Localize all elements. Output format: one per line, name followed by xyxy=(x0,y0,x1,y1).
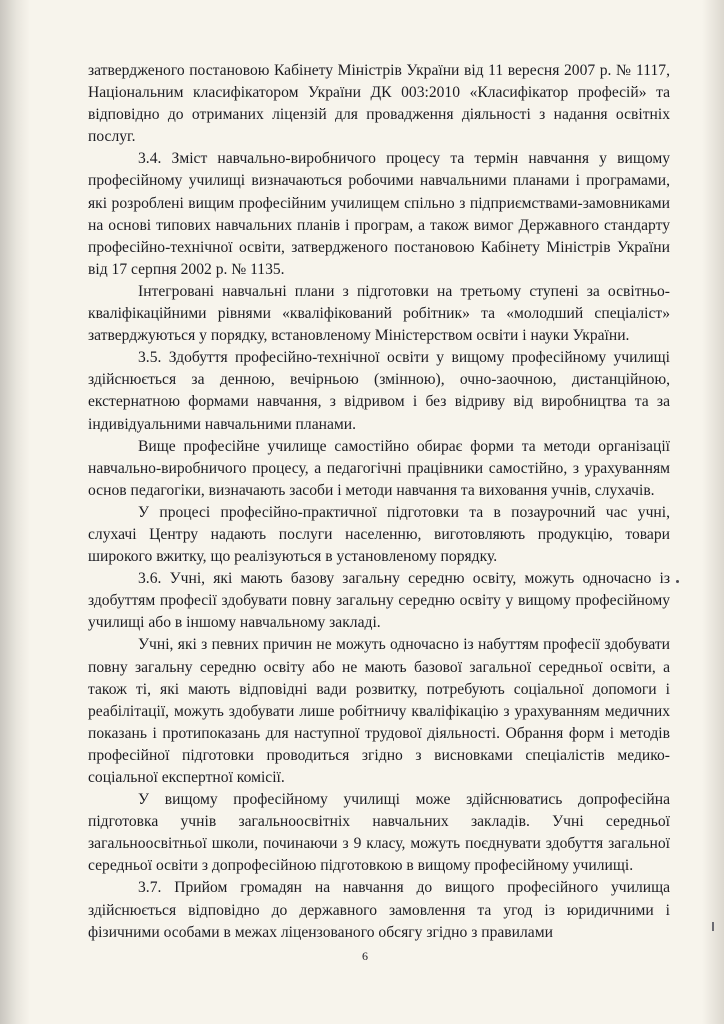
paragraph-continuation: затвердженого постановою Кабінету Міністрів України від 11 вересня 2007 р. № 1117, Національним класифікатором України ДК 003:2010 «Класифікатор професій» та відповідно до отриманих ліцензій для провадження діяльності з надання освітніх послуг. xyxy=(88,62,670,146)
paragraph-practical-training: У процесі професійно-практичної підготовки та в позаурочний час учні, слухачі Центру надають послуги населенню, виготовляють продукцію, товари широкого вжитку, що реалізуються в установленому порядку. xyxy=(88,503,670,566)
paragraph-3-6: 3.6. Учні, які мають базову загальну середню освіту, можуть одночасно із здобуттям професії здобувати повну загальну середню освіту у вищому професійному училищі або в іншому навчальному закладі. xyxy=(88,570,670,632)
page-number: 6 xyxy=(362,949,368,963)
page-edge-shadow xyxy=(702,0,724,1024)
page-binding-shadow xyxy=(0,0,30,1024)
margin-tick-mark xyxy=(712,922,714,931)
paragraph-preprofessional: У вищому професійному училищі може здійснюватись допрофесійна підготовка учнів загальноосвітніх навчальних закладів. Учні середньої загальноосвітньої школи, починаючи з 9 класу, можуть поєднувати здобуття загальної середньої освіти з допрофесійною підготовкою в вищому професійному училищі. xyxy=(88,791,670,875)
paragraph-3-4: 3.4. Зміст навчально-виробничого процесу та термін навчання у вищому професійному училищі визначаються робочими навчальними планами і програмами, які розроблені вищим професійним училищем спільно з підприємствами-замовниками на основі типових навчальних планів і програм, а також вимог Державного стандарту професійно-технічної освіти, затвердженого постановою Кабінету Міністрів України від 17 серпня 2002 р. № 1135. xyxy=(88,150,670,278)
paragraph-special-needs: Учні, які з певних причин не можуть одночасно із набуттям професії здобувати повну загальну середню освіту або не мають базової загальної середньої освіти, а також ті, які мають відповідні вади розвитку, потребують соціальної допомоги і реабілітації, можуть здобувати лише робітничу кваліфікацію з урахуванням медичних показань і протипоказань для наступної трудової діяльності. Обрання форм і методів професійної підготовки проводиться згідно з висновками спеціалістів медико-соціальної експертної комісії. xyxy=(88,636,670,786)
paragraph-3-5: 3.5. Здобуття професійно-технічної освіти у вищому професійному училищі здійснюється за денною, вечірньою (змінною), очно-заочною, дистанційною, екстернатною формами навчання, з відривом і без відриву від виробництва та за індивідуальними навчальними планами. xyxy=(88,349,670,433)
paragraph-integrated-plans: Інтегровані навчальні плани з підготовки на третьому ступені за освітньо-кваліфікаційними рівнями «кваліфікований робітник» та «молодший спеціаліст» затверджуються у порядку, встановленому Міністерством освіти і науки України. xyxy=(88,282,670,345)
paragraph-forms-methods: Вище професійне училище самостійно обирає форми та методи організації навчально-виробничого процесу, а педагогічні працівники самостійно, з урахуванням основ педагогіки, визначають засоби і методи навчання та виховання учнів, слухачів. xyxy=(88,437,670,499)
paragraph-3-7: 3.7. Прийом громадян на навчання до вищого професійного училища здійснюється відповідно до державного замовлення та угод із юридичними і фізичними особами в межах ліцензованого обсягу згідно з правилами xyxy=(88,879,670,941)
document-body xyxy=(88,60,670,944)
margin-dot-mark xyxy=(676,580,679,583)
